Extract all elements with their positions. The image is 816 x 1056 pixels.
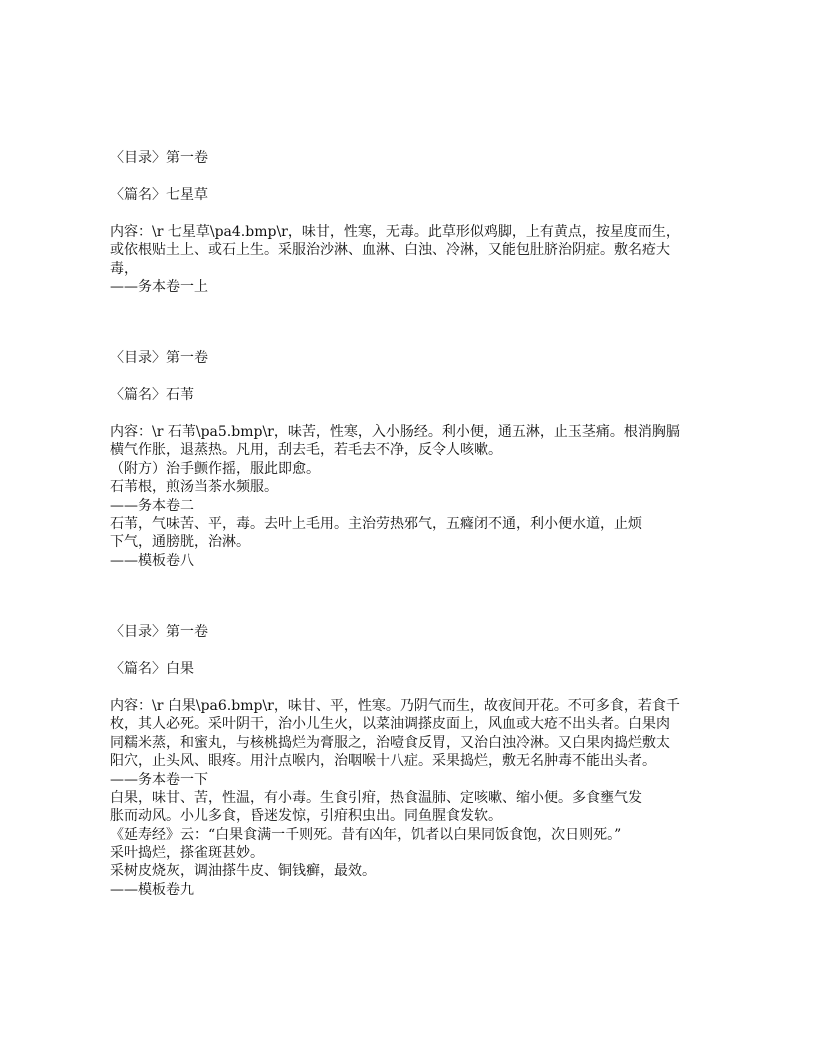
content-line: 石苇，气味苦、平，毒。去叶上毛用。主治劳热邪气，五癃闭不通，利小便水道，止烦: [110, 515, 642, 532]
catalog-heading: 〈目录〉第一卷: [110, 150, 208, 166]
entry-baiguo: [110, 623, 710, 899]
content-line: 横气作胀，退蒸热。凡用，刮去毛，若毛去不净，反令人咳嗽。: [110, 442, 502, 459]
content-line: 白果，味甘、苦，性温，有小毒。生食引疳，热食温肺、定咳嗽、缩小便。多食壅气发: [110, 789, 642, 806]
content-line: 内容：\r 白果\pa6.bmp\r，味甘、平，性寒。乃阴气而生，故夜间开花。不可多食，若食千: [110, 697, 680, 714]
content-line: ——务本卷二: [110, 497, 194, 514]
catalog-heading: 〈目录〉第一卷: [110, 350, 208, 366]
entry-title: 〈篇名〉白果: [110, 660, 194, 677]
content-line: 阳穴，止头风、眼疼。用汁点喉内，治咽喉十八症。采果捣烂，敷无名肿毒不能出头者。: [110, 753, 656, 770]
content-line: 《延寿经》云：“白果食满一千则死。昔有凶年，饥者以白果同饭食饱，次日则死。”: [110, 826, 622, 843]
content-line: 或依根贴土上、或石上生。采服治沙淋、血淋、白浊、冷淋，又能包肚脐治阴症。敷名疮大: [110, 242, 670, 259]
entry-title: 〈篇名〉七星草: [110, 186, 208, 203]
catalog-heading: 〈目录〉第一卷: [110, 624, 208, 640]
content-line: 胀而动风。小儿多食，昏迷发惊，引疳积虫出。同鱼腥食发软。: [110, 808, 502, 825]
content-line: ——模板卷九: [110, 881, 194, 898]
content-line: ——务本卷一上: [110, 279, 208, 296]
content-line: ——务本卷一下: [110, 771, 208, 788]
content-line: 枚，其人必死。采叶阴干，治小儿生火，以菜油调搽皮面上，风血或大疮不出头者。白果肉: [110, 716, 670, 733]
content-line: ——模板卷八: [110, 552, 194, 569]
content-line: 采树皮烧灰，调油搽牛皮、铜钱癣，最效。: [110, 863, 376, 880]
content-line: 石苇根，煎汤当茶水频服。: [110, 479, 278, 496]
content-line: 下气，通膀胱，治淋。: [110, 534, 250, 551]
content-line: 内容：\r 七星草\pa4.bmp\r，味甘，性寒，无毒。此草形似鸡脚，上有黄点，按星度而生，: [110, 223, 680, 240]
content-line: 采叶捣烂，搽雀斑甚妙。: [110, 845, 264, 862]
entry-title: 〈篇名〉石苇: [110, 386, 194, 403]
content-line: 内容：\r 石苇\pa5.bmp\r，味苦，性寒，入小肠经。利小便，通五淋，止玉茎痛。根消胸膈: [110, 423, 680, 440]
entry-shiwei: [110, 349, 710, 570]
content-line: 同糯米蒸，和蜜丸，与核桃捣烂为膏服之，治噎食反胃，又治白浊冷淋。又白果肉捣烂敷太: [110, 734, 670, 751]
content-line: （附方）治手颤作摇，服此即愈。: [110, 460, 320, 477]
entry-qixingcao: [110, 149, 710, 297]
content-line: 毒，: [110, 260, 138, 277]
